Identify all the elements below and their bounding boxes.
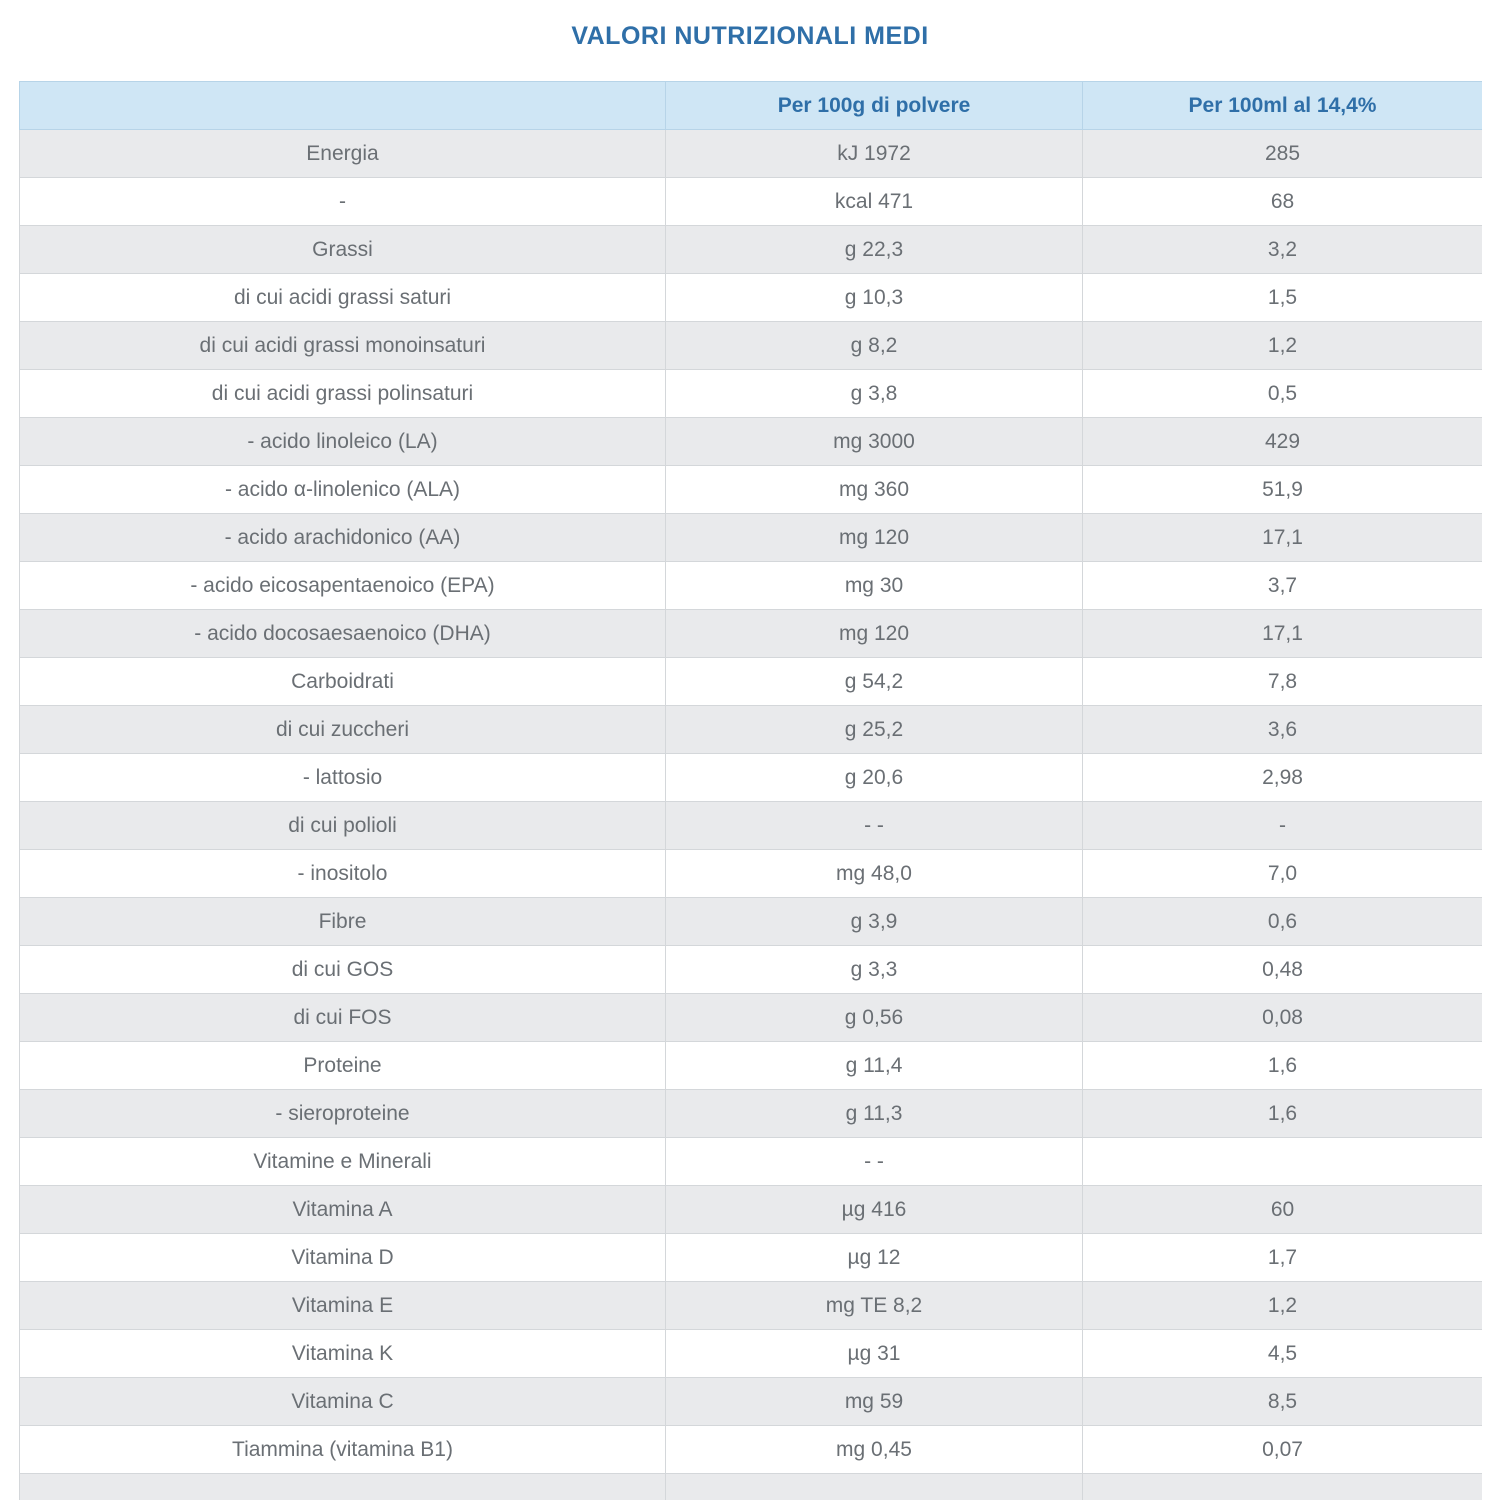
cell-nutrient: Proteine — [20, 1042, 666, 1090]
cell-nutrient: - sieroproteine — [20, 1090, 666, 1138]
cell-per-100ml: 0,08 — [1083, 994, 1483, 1042]
cell-per-100ml: 0,5 — [1083, 370, 1483, 418]
table-row — [20, 610, 1483, 658]
table-row — [20, 802, 1483, 850]
cell-per-100ml: 1,5 — [1083, 274, 1483, 322]
cell-per-100g-powder: g 25,2 — [666, 706, 1083, 754]
table-row — [20, 1474, 1483, 1500]
cell-per-100g-powder: g 10,3 — [666, 274, 1083, 322]
cell-nutrient: Vitamina E — [20, 1282, 666, 1330]
cell-per-100g-powder: µg 31 — [666, 1330, 1083, 1378]
cell-nutrient: Vitamine e Minerali — [20, 1138, 666, 1186]
cell-per-100g-powder: µg 12 — [666, 1234, 1083, 1282]
cell-per-100ml — [1083, 1474, 1483, 1500]
cell-nutrient: Vitamina C — [20, 1378, 666, 1426]
table-row — [20, 1378, 1483, 1426]
cell-nutrient: Energia — [20, 130, 666, 178]
cell-per-100g-powder: mg 120 — [666, 514, 1083, 562]
table-row — [20, 658, 1483, 706]
table-row — [20, 898, 1483, 946]
cell-nutrient: - inositolo — [20, 850, 666, 898]
header-row — [20, 82, 1483, 130]
table-row — [20, 370, 1483, 418]
table-body — [20, 130, 1483, 1500]
cell-per-100g-powder: g 22,3 — [666, 226, 1083, 274]
cell-per-100g-powder: g 54,2 — [666, 658, 1083, 706]
table-row — [20, 706, 1483, 754]
table-row — [20, 850, 1483, 898]
table-row — [20, 1426, 1483, 1474]
header-per-100ml: Per 100ml al 14,4% — [1083, 82, 1483, 130]
cell-nutrient: di cui GOS — [20, 946, 666, 994]
cell-nutrient: - acido α-linolenico (ALA) — [20, 466, 666, 514]
table-row — [20, 946, 1483, 994]
cell-per-100ml: 68 — [1083, 178, 1483, 226]
cell-per-100g-powder: g 20,6 — [666, 754, 1083, 802]
cell-per-100g-powder: g 11,3 — [666, 1090, 1083, 1138]
table-row — [20, 1330, 1483, 1378]
cell-nutrient: Vitamina A — [20, 1186, 666, 1234]
cell-nutrient: - acido arachidonico (AA) — [20, 514, 666, 562]
cell-per-100g-powder: mg 30 — [666, 562, 1083, 610]
cell-per-100g-powder: - - — [666, 802, 1083, 850]
cell-nutrient: Carboidrati — [20, 658, 666, 706]
cell-per-100ml: 51,9 — [1083, 466, 1483, 514]
table-row — [20, 178, 1483, 226]
table-row — [20, 1282, 1483, 1330]
cell-per-100ml: 1,2 — [1083, 1282, 1483, 1330]
cell-per-100g-powder: kcal 471 — [666, 178, 1083, 226]
cell-per-100g-powder: mg 59 — [666, 1378, 1083, 1426]
cell-per-100ml: 60 — [1083, 1186, 1483, 1234]
cell-nutrient: di cui polioli — [20, 802, 666, 850]
cell-per-100g-powder: mg 0,45 — [666, 1426, 1083, 1474]
cell-per-100ml — [1083, 1138, 1483, 1186]
table-row — [20, 226, 1483, 274]
table-row — [20, 1234, 1483, 1282]
cell-nutrient: - acido eicosapentaenoico (EPA) — [20, 562, 666, 610]
table-row — [20, 322, 1483, 370]
cell-per-100ml: - — [1083, 802, 1483, 850]
table-row — [20, 130, 1483, 178]
cell-per-100ml: 1,6 — [1083, 1042, 1483, 1090]
cell-nutrient: di cui acidi grassi saturi — [20, 274, 666, 322]
table-row — [20, 514, 1483, 562]
table-row — [20, 994, 1483, 1042]
cell-nutrient: Fibre — [20, 898, 666, 946]
cell-per-100ml: 429 — [1083, 418, 1483, 466]
cell-per-100g-powder — [666, 1474, 1083, 1500]
cell-per-100g-powder: g 0,56 — [666, 994, 1083, 1042]
cell-nutrient: - acido linoleico (LA) — [20, 418, 666, 466]
table-row — [20, 274, 1483, 322]
table-row — [20, 1138, 1483, 1186]
cell-per-100ml: 285 — [1083, 130, 1483, 178]
cell-nutrient: Tiammina (vitamina B1) — [20, 1426, 666, 1474]
cell-per-100g-powder: g 8,2 — [666, 322, 1083, 370]
cell-per-100ml: 3,6 — [1083, 706, 1483, 754]
cell-per-100g-powder: µg 416 — [666, 1186, 1083, 1234]
cell-per-100ml: 17,1 — [1083, 610, 1483, 658]
cell-per-100g-powder: kJ 1972 — [666, 130, 1083, 178]
page-title: VALORI NUTRIZIONALI MEDI — [571, 22, 929, 50]
cell-per-100ml: 0,6 — [1083, 898, 1483, 946]
cell-nutrient: - lattosio — [20, 754, 666, 802]
cell-per-100ml: 0,07 — [1083, 1426, 1483, 1474]
cell-nutrient: - acido docosaesaenoico (DHA) — [20, 610, 666, 658]
cell-nutrient: Grassi — [20, 226, 666, 274]
cell-nutrient: di cui FOS — [20, 994, 666, 1042]
cell-nutrient: Vitamina D — [20, 1234, 666, 1282]
cell-per-100ml: 7,8 — [1083, 658, 1483, 706]
cell-per-100g-powder: mg 120 — [666, 610, 1083, 658]
cell-per-100g-powder: g 11,4 — [666, 1042, 1083, 1090]
cell-per-100g-powder: g 3,9 — [666, 898, 1083, 946]
nutrition-table — [19, 81, 1482, 1500]
cell-per-100ml: 1,2 — [1083, 322, 1483, 370]
cell-per-100ml: 0,48 — [1083, 946, 1483, 994]
cell-nutrient — [20, 1474, 666, 1500]
header-nutrient — [20, 82, 666, 130]
cell-nutrient: di cui acidi grassi monoinsaturi — [20, 322, 666, 370]
table-row — [20, 754, 1483, 802]
table-row — [20, 1042, 1483, 1090]
cell-nutrient: di cui acidi grassi polinsaturi — [20, 370, 666, 418]
cell-per-100ml: 17,1 — [1083, 514, 1483, 562]
cell-nutrient: - — [20, 178, 666, 226]
cell-per-100ml: 3,7 — [1083, 562, 1483, 610]
cell-per-100ml: 8,5 — [1083, 1378, 1483, 1426]
cell-per-100g-powder: mg 360 — [666, 466, 1083, 514]
cell-per-100g-powder: g 3,8 — [666, 370, 1083, 418]
cell-per-100ml: 3,2 — [1083, 226, 1483, 274]
cell-nutrient: di cui zuccheri — [20, 706, 666, 754]
nutrition-table-container — [19, 81, 1482, 1500]
cell-per-100ml: 1,6 — [1083, 1090, 1483, 1138]
cell-per-100ml: 4,5 — [1083, 1330, 1483, 1378]
table-row — [20, 1186, 1483, 1234]
cell-per-100g-powder: mg 3000 — [666, 418, 1083, 466]
table-row — [20, 466, 1483, 514]
cell-nutrient: Vitamina K — [20, 1330, 666, 1378]
header-per-100g-powder: Per 100g di polvere — [666, 82, 1083, 130]
cell-per-100g-powder: - - — [666, 1138, 1083, 1186]
table-row — [20, 562, 1483, 610]
cell-per-100ml: 2,98 — [1083, 754, 1483, 802]
cell-per-100g-powder: mg TE 8,2 — [666, 1282, 1083, 1330]
cell-per-100g-powder: mg 48,0 — [666, 850, 1083, 898]
cell-per-100g-powder: g 3,3 — [666, 946, 1083, 994]
cell-per-100ml: 7,0 — [1083, 850, 1483, 898]
cell-per-100ml: 1,7 — [1083, 1234, 1483, 1282]
table-header — [20, 82, 1483, 130]
table-row — [20, 1090, 1483, 1138]
table-row — [20, 418, 1483, 466]
